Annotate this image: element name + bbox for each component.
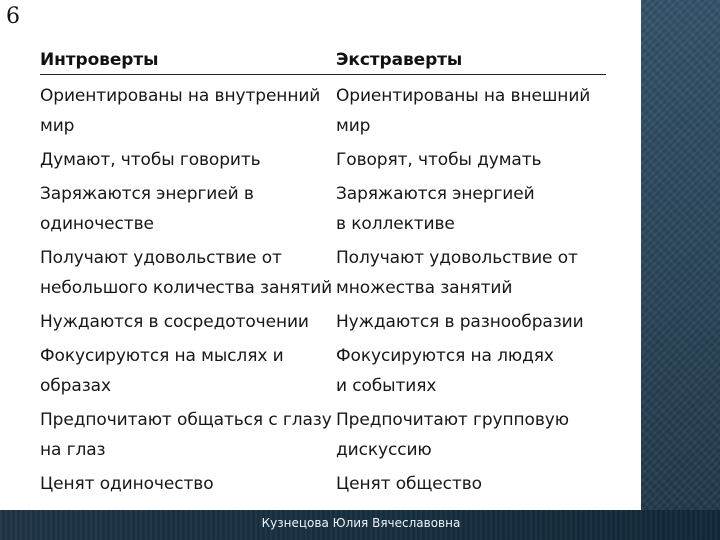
extravert-trait: Предпочитают групповую дискуссию — [336, 410, 569, 460]
extravert-trait: Получают удовольствие от множества занятий — [336, 248, 578, 298]
table-row — [40, 179, 606, 239]
table-header-introverts: Интроверты — [40, 50, 159, 70]
extravert-trait: Нуждаются в разнообразии — [336, 312, 584, 332]
decorative-side-panel — [641, 0, 720, 510]
table-row — [40, 243, 606, 303]
introvert-trait: Ориентированы на внутренний мир — [40, 86, 321, 136]
table-row — [40, 469, 606, 499]
introvert-trait: Заряжаются энергией в одиночестве — [40, 184, 254, 234]
table-row — [40, 145, 606, 175]
slide-number: 6 — [6, 4, 20, 29]
introvert-trait: Нуждаются в сосредоточении — [40, 312, 309, 332]
introvert-trait: Фокусируются на мыслях и образах — [40, 346, 284, 396]
extravert-trait: Заряжаются энергией в коллективе — [336, 184, 535, 234]
extravert-trait: Фокусируются на людях и событиях — [336, 346, 554, 396]
table-row — [40, 341, 606, 401]
comparison-table — [40, 47, 606, 499]
footer-author: Кузнецова Юлия Вячеславовна — [261, 516, 461, 530]
extravert-trait: Ориентированы на внешний мир — [336, 86, 591, 136]
table-body — [40, 75, 606, 499]
introvert-trait: Думают, чтобы говорить — [40, 150, 261, 170]
table-row — [40, 307, 606, 337]
extravert-trait: Ценят общество — [336, 474, 482, 494]
table-header-extraverts: Экстраверты — [336, 50, 463, 70]
introvert-trait: Получают удовольствие от небольшого количества занятий — [40, 248, 333, 298]
introvert-trait: Предпочитают общаться с глазу на глаз — [40, 410, 332, 460]
table-header — [40, 47, 606, 75]
extravert-trait: Говорят, чтобы думать — [336, 150, 542, 170]
introvert-trait: Ценят одиночество — [40, 474, 214, 494]
table-row — [40, 405, 606, 465]
table-row — [40, 81, 606, 141]
footer-bar — [0, 510, 720, 540]
